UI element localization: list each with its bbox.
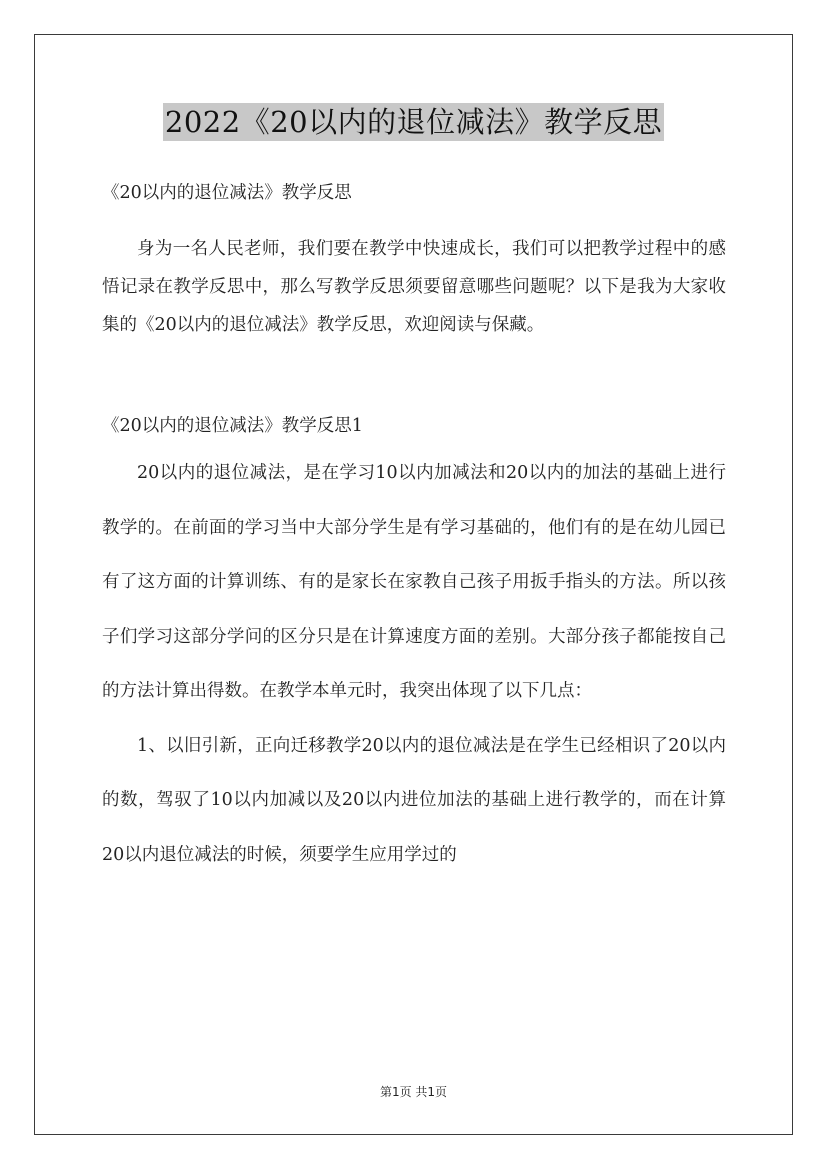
section-paragraph-2: 1、以旧引新，正向迁移教学20以内的退位减法是在学生已经相识了20以内的数，驾驭了10以内加减以及20以内进位加法的基础上进行教学的，而在计算20以内退位减法的时候，须要学生应用学过的	[102, 735, 726, 865]
section-heading: 《20以内的退位减法》教学反思1	[102, 416, 363, 437]
intro-paragraph: 身为一名人民老师，我们要在教学中快速成长，我们可以把教学过程中的感悟记录在教学反思中，那么写教学反思须要留意哪些问题呢？以下是我为大家收集的《20以内的退位减法》教学反思，欢迎阅读与保藏。	[102, 239, 726, 335]
page-footer: 第1页 共1页	[379, 1085, 448, 1099]
section-paragraph-1: 20以内的退位减法，是在学习10以内加减法和20以内的加法的基础上进行教学的。在前面的学习当中大部分学生是有学习基础的，他们有的是在幼儿园已有了这方面的计算训练、有的是家长在家教自己孩子用扳手指头的方法。所以孩子们学习这部分学问的区分只是在计算速度方面的差别。大部分孩子都能按自己的方法计算出得数。在教学本单元时，我突出体现了以下几点：	[102, 463, 726, 702]
document-subtitle: 《20以内的退位减法》教学反思	[102, 183, 352, 203]
document-title: 2022《20以内的退位减法》教学反思	[164, 105, 663, 139]
title-container	[0, 103, 827, 141]
spacer	[102, 344, 726, 406]
document-body	[102, 176, 726, 882]
